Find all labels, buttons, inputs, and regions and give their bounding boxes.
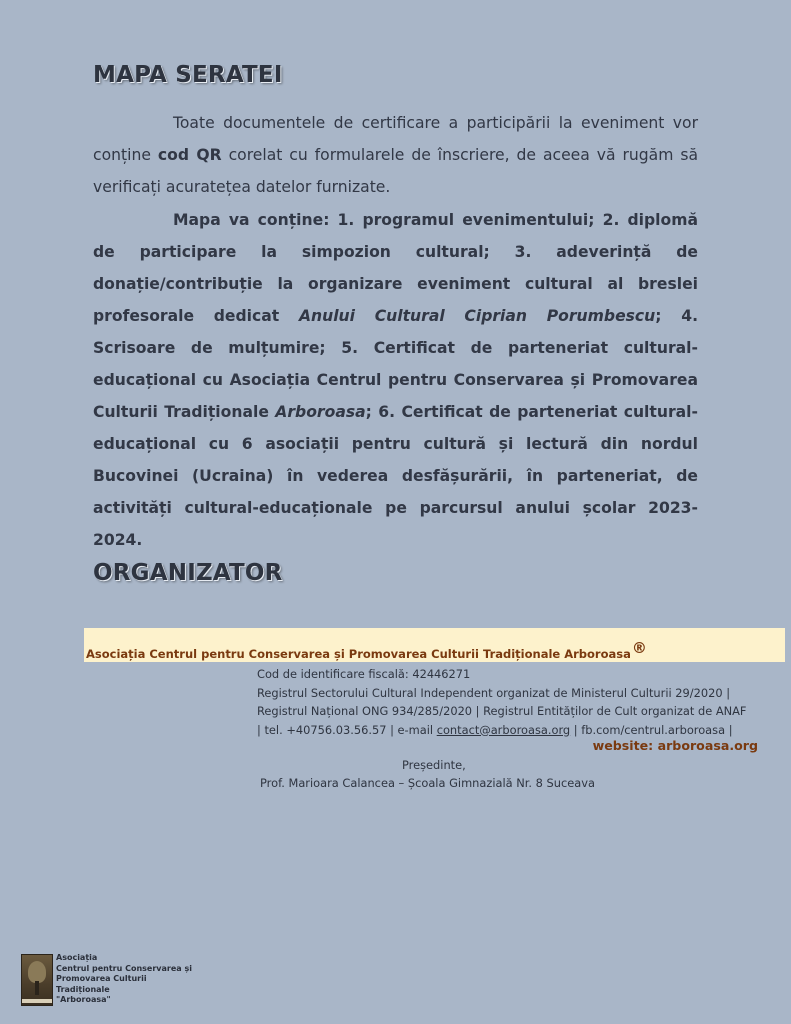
section-heading-organizator: ORGANIZATOR [93,560,283,586]
footer-line: Promovarea Culturii [56,974,147,983]
trunk-shape [35,981,39,995]
footer-line: Centrul pentru Conservarea și [56,963,192,973]
text-segment: ; 4. Scrisoare de mulțumire; 5. Certificat de parteneriat cultural-educațional cu Asociația Centrul pentru Conservarea și Promovarea Culturii Tradiționale [93,307,698,421]
facebook-text: | fb.com/centrul.arboroasa | [570,722,733,737]
italic-segment: Arboroasa [275,403,366,421]
contact-line [257,721,787,740]
tree-shape [28,961,46,983]
section-heading-mapa-seratei: MAPA SERATEI [93,62,283,88]
president-name: Prof. Marioara Calancea – Școala Gimnazială Nr. 8 Suceava [260,776,595,790]
italic-segment: Anului Cultural Ciprian Porumbescu [298,307,656,325]
email-link[interactable]: contact@arboroasa.org [436,722,571,737]
folder-contents-paragraph [93,204,698,556]
text-segment: ; 6. Certificat de parteneriat cultural-educațional cu 6 asociații pentru cultură și lectură din nordul Bucovinei (Ucraina) în vederea desfășurării, în parteneriat, de activități cultural-educaționale pe parcursul anului școlar 2023-2024. [93,403,698,549]
president-title: Președinte, [402,758,466,772]
organization-name [86,639,647,661]
footer-organization-text [56,953,192,1006]
registry-line: Registrul Sectorului Cultural Independent organizat de Ministerul Culturii 29/2020 | [257,685,731,700]
fiscal-code: Cod de identificare fiscală: 42446271 [257,667,471,681]
organization-details [257,665,787,739]
footer-line: "Arboroasa" [56,995,111,1004]
certification-paragraph [93,107,698,203]
organization-banner [84,628,785,662]
text-segment: Mapa va conține: 1. programul evenimentului; 2. diplomă de participare la simpozion cultural; 3. adeverință de donație/contribuție la organizare eveniment cultural al breslei profesorale dedicat [93,211,698,325]
footer-line: Asociația [56,953,98,962]
footer-line: Tradiționale [56,984,110,994]
bold-segment: cod QR [157,146,222,164]
logo-caption-strip [22,999,52,1003]
phone-text: | tel. +40756.03.56.57 | e-mail [257,722,437,737]
text-segment: Toate documentele de certificare a participării la eveniment vor conține [93,114,698,164]
arboroasa-logo-icon [21,954,53,1006]
organization-name-text: Asociația Centrul pentru Conservarea și Promovarea Culturii Tradiționale Arboroasa [86,647,631,661]
website-link[interactable]: website: arboroasa.org [592,738,758,753]
text-segment: corelat cu formularele de înscriere, de aceea vă rugăm să verificați acuratețea datelor furnizate. [93,146,699,196]
registered-mark: ® [631,639,647,657]
registry-line: Registrul Național ONG 934/285/2020 | Registrul Entităților de Cult organizat de ANAF [257,704,747,718]
